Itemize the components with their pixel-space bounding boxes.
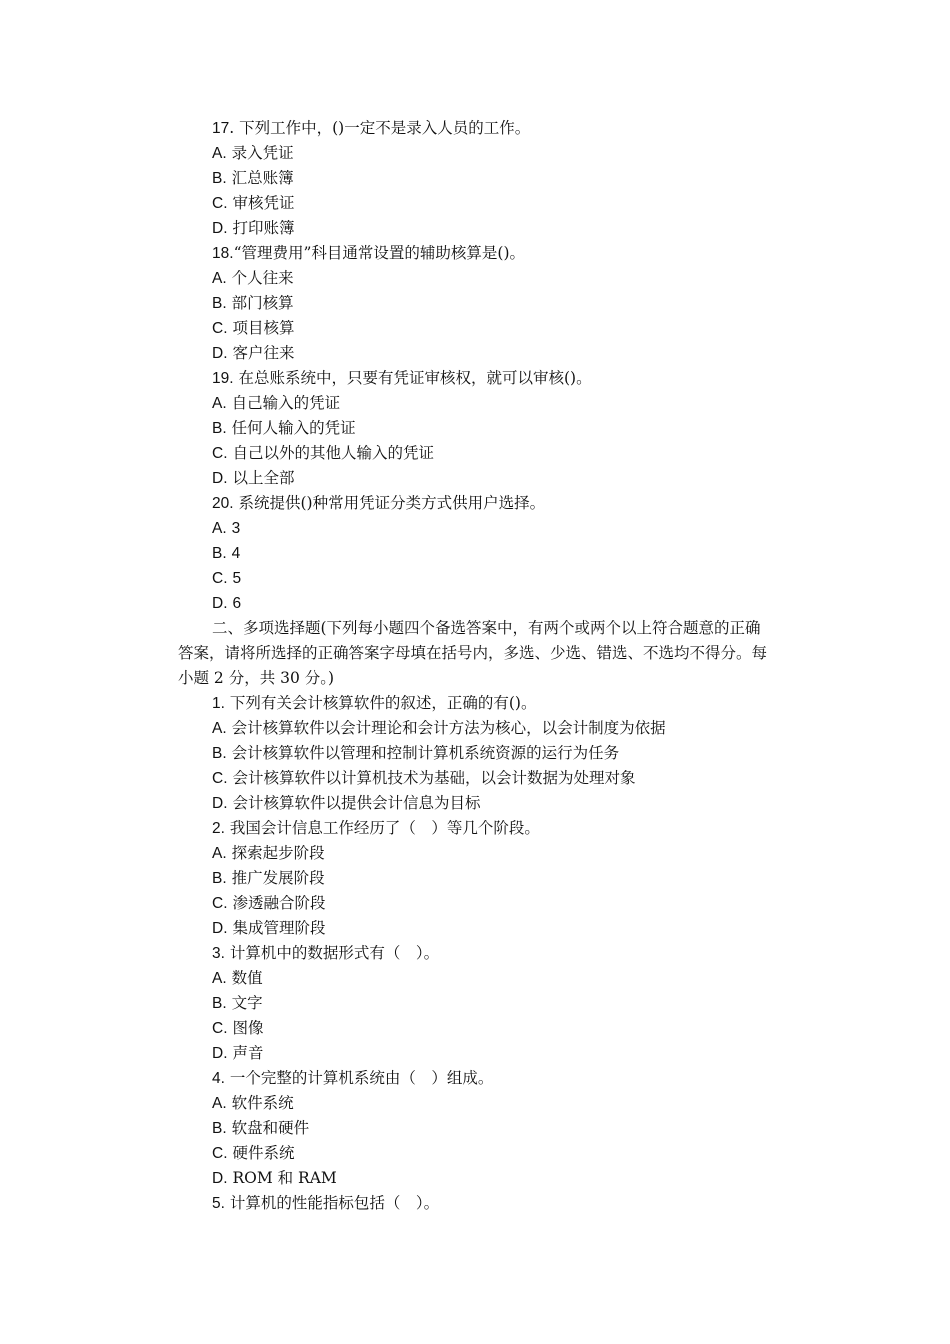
option-text: 会计核算软件以会计理论和会计方法为核心，以会计制度为依据 bbox=[231, 719, 666, 737]
question-stem bbox=[0, 1191, 950, 1216]
question-text: 下列有关会计核算软件的叙述，正确的有()。 bbox=[229, 694, 537, 712]
option-row bbox=[0, 541, 950, 566]
question-number: 18. bbox=[212, 245, 234, 262]
question-number: 4. bbox=[212, 1070, 225, 1087]
option-label: D. bbox=[212, 920, 228, 937]
option-text: 数值 bbox=[231, 969, 263, 987]
option-label: D. bbox=[212, 1045, 228, 1062]
question-stem bbox=[0, 491, 950, 516]
option-label: B. bbox=[212, 1120, 227, 1137]
option-text: 4 bbox=[231, 545, 241, 562]
option-text: 文字 bbox=[231, 994, 263, 1012]
option-label: A. bbox=[212, 145, 227, 162]
question-stem bbox=[0, 241, 950, 266]
option-text: 会计核算软件以提供会计信息为目标 bbox=[232, 794, 481, 812]
option-row bbox=[0, 316, 950, 341]
question-text: 计算机中的数据形式有（ ）。 bbox=[229, 944, 440, 962]
option-label: B. bbox=[212, 295, 227, 312]
option-row bbox=[0, 566, 950, 591]
option-text: 3 bbox=[231, 520, 241, 537]
option-row bbox=[0, 291, 950, 316]
option-label: C. bbox=[212, 570, 228, 587]
option-text: 软盘和硬件 bbox=[231, 1119, 310, 1137]
option-label: D. bbox=[212, 595, 228, 612]
option-text: 个人往来 bbox=[231, 269, 294, 287]
option-text: 打印账簿 bbox=[232, 219, 295, 237]
question-number: 20. bbox=[212, 495, 234, 512]
option-label: A. bbox=[212, 1095, 227, 1112]
option-label: D. bbox=[212, 795, 228, 812]
option-row bbox=[0, 466, 950, 491]
option-text: 软件系统 bbox=[231, 1094, 294, 1112]
option-label: B. bbox=[212, 745, 227, 762]
question-text: 在总账系统中，只要有凭证审核权，就可以审核()。 bbox=[238, 369, 592, 387]
question-number: 3. bbox=[212, 945, 225, 962]
option-row bbox=[0, 716, 950, 741]
option-row bbox=[0, 991, 950, 1016]
option-row bbox=[0, 766, 950, 791]
question-text: 下列工作中，()一定不是录入人员的工作。 bbox=[239, 119, 531, 137]
option-text: ROM 和 RAM bbox=[232, 1169, 337, 1187]
option-label: A. bbox=[212, 270, 227, 287]
option-label: D. bbox=[212, 1170, 228, 1187]
option-text: 集成管理阶段 bbox=[232, 919, 326, 937]
option-row bbox=[0, 266, 950, 291]
option-text: 6 bbox=[232, 595, 242, 612]
option-text: 会计核算软件以管理和控制计算机系统资源的运行为任务 bbox=[231, 744, 620, 762]
question-number: 1. bbox=[212, 695, 225, 712]
option-label: B. bbox=[212, 545, 227, 562]
question-number: 17 bbox=[212, 120, 230, 137]
question-text: 系统提供()种常用凭证分类方式供用户选择。 bbox=[238, 494, 546, 512]
option-text: 自己以外的其他人输入的凭证 bbox=[232, 444, 434, 462]
option-row bbox=[0, 341, 950, 366]
option-text: 汇总账簿 bbox=[231, 169, 294, 187]
option-label: C. bbox=[212, 195, 228, 212]
option-row bbox=[0, 741, 950, 766]
question-text: “管理费用”科目通常设置的辅助核算是()。 bbox=[233, 244, 526, 262]
option-text: 部门核算 bbox=[231, 294, 294, 312]
option-row bbox=[0, 891, 950, 916]
option-label: C. bbox=[212, 445, 228, 462]
option-row bbox=[0, 841, 950, 866]
option-row bbox=[0, 391, 950, 416]
option-text: 任何人输入的凭证 bbox=[231, 419, 356, 437]
option-row bbox=[0, 416, 950, 441]
question-stem bbox=[0, 941, 950, 966]
option-text: 声音 bbox=[232, 1044, 264, 1062]
question-number: 2. bbox=[212, 820, 225, 837]
option-text: 以上全部 bbox=[232, 469, 295, 487]
question-stem bbox=[0, 816, 950, 841]
option-label: B. bbox=[212, 170, 227, 187]
option-text: 图像 bbox=[232, 1019, 264, 1037]
option-row bbox=[0, 1166, 950, 1191]
option-label: A. bbox=[212, 520, 227, 537]
option-text: 录入凭证 bbox=[231, 144, 294, 162]
option-row bbox=[0, 791, 950, 816]
document-content bbox=[0, 116, 950, 1216]
section-instructions-line: 小题 2 分，共 30 分。) bbox=[178, 669, 335, 687]
section-instructions-line: 答案，请将所选择的正确答案字母填在括号内，多选、少选、错选、不选均不得分。每 bbox=[178, 644, 768, 662]
option-row bbox=[0, 1091, 950, 1116]
option-text: 会计核算软件以计算机技术为基础，以会计数据为处理对象 bbox=[232, 769, 636, 787]
option-label: A. bbox=[212, 395, 227, 412]
option-row bbox=[0, 516, 950, 541]
question-stem: 17. 下列工作中，()一定不是录入人员的工作。 bbox=[212, 119, 531, 137]
option-label: C. bbox=[212, 895, 228, 912]
option-label: A. bbox=[212, 845, 227, 862]
option-text: 渗透融合阶段 bbox=[232, 894, 326, 912]
option-row bbox=[0, 591, 950, 616]
option-row bbox=[0, 966, 950, 991]
option-row bbox=[0, 141, 950, 166]
option-row bbox=[0, 916, 950, 941]
option-label: B. bbox=[212, 870, 227, 887]
option-label: C. bbox=[212, 770, 228, 787]
option-row bbox=[0, 166, 950, 191]
option-text: 推广发展阶段 bbox=[231, 869, 325, 887]
option-label: C. bbox=[212, 1145, 228, 1162]
option-row bbox=[0, 866, 950, 891]
option-text: 客户往来 bbox=[232, 344, 295, 362]
question-text: 计算机的性能指标包括（ ）。 bbox=[229, 1194, 440, 1212]
option-label: D. bbox=[212, 470, 228, 487]
option-text: 项目核算 bbox=[232, 319, 295, 337]
question-text: 一个完整的计算机系统由（ ）组成。 bbox=[229, 1069, 494, 1087]
option-row bbox=[0, 191, 950, 216]
section-instructions-line: 二、多项选择题(下列每小题四个备选答案中，有两个或两个以上符合题意的正确 bbox=[212, 619, 761, 637]
option-text: 硬件系统 bbox=[232, 1144, 295, 1162]
question-stem bbox=[0, 366, 950, 391]
option-text: 审核凭证 bbox=[232, 194, 295, 212]
option-label: C. bbox=[212, 1020, 228, 1037]
option-text: 5 bbox=[232, 570, 242, 587]
option-label: B. bbox=[212, 995, 227, 1012]
section-instructions bbox=[0, 616, 808, 691]
option-row bbox=[0, 1041, 950, 1066]
option-row bbox=[0, 1116, 950, 1141]
question-stem bbox=[0, 1066, 950, 1091]
option-label: C. bbox=[212, 320, 228, 337]
question-number: 5. bbox=[212, 1195, 225, 1212]
question-stem bbox=[0, 691, 950, 716]
option-label: D. bbox=[212, 345, 228, 362]
option-label: B. bbox=[212, 420, 227, 437]
option-label: A. bbox=[212, 720, 227, 737]
option-row bbox=[0, 1141, 950, 1166]
option-label: A. bbox=[212, 970, 227, 987]
option-row bbox=[0, 441, 950, 466]
option-text: 自己输入的凭证 bbox=[231, 394, 341, 412]
option-text: 探索起步阶段 bbox=[231, 844, 325, 862]
question-number: 19. bbox=[212, 370, 234, 387]
option-row bbox=[0, 216, 950, 241]
question-text: 我国会计信息工作经历了（ ）等几个阶段。 bbox=[229, 819, 540, 837]
option-label: D. bbox=[212, 220, 228, 237]
option-row bbox=[0, 1016, 950, 1041]
